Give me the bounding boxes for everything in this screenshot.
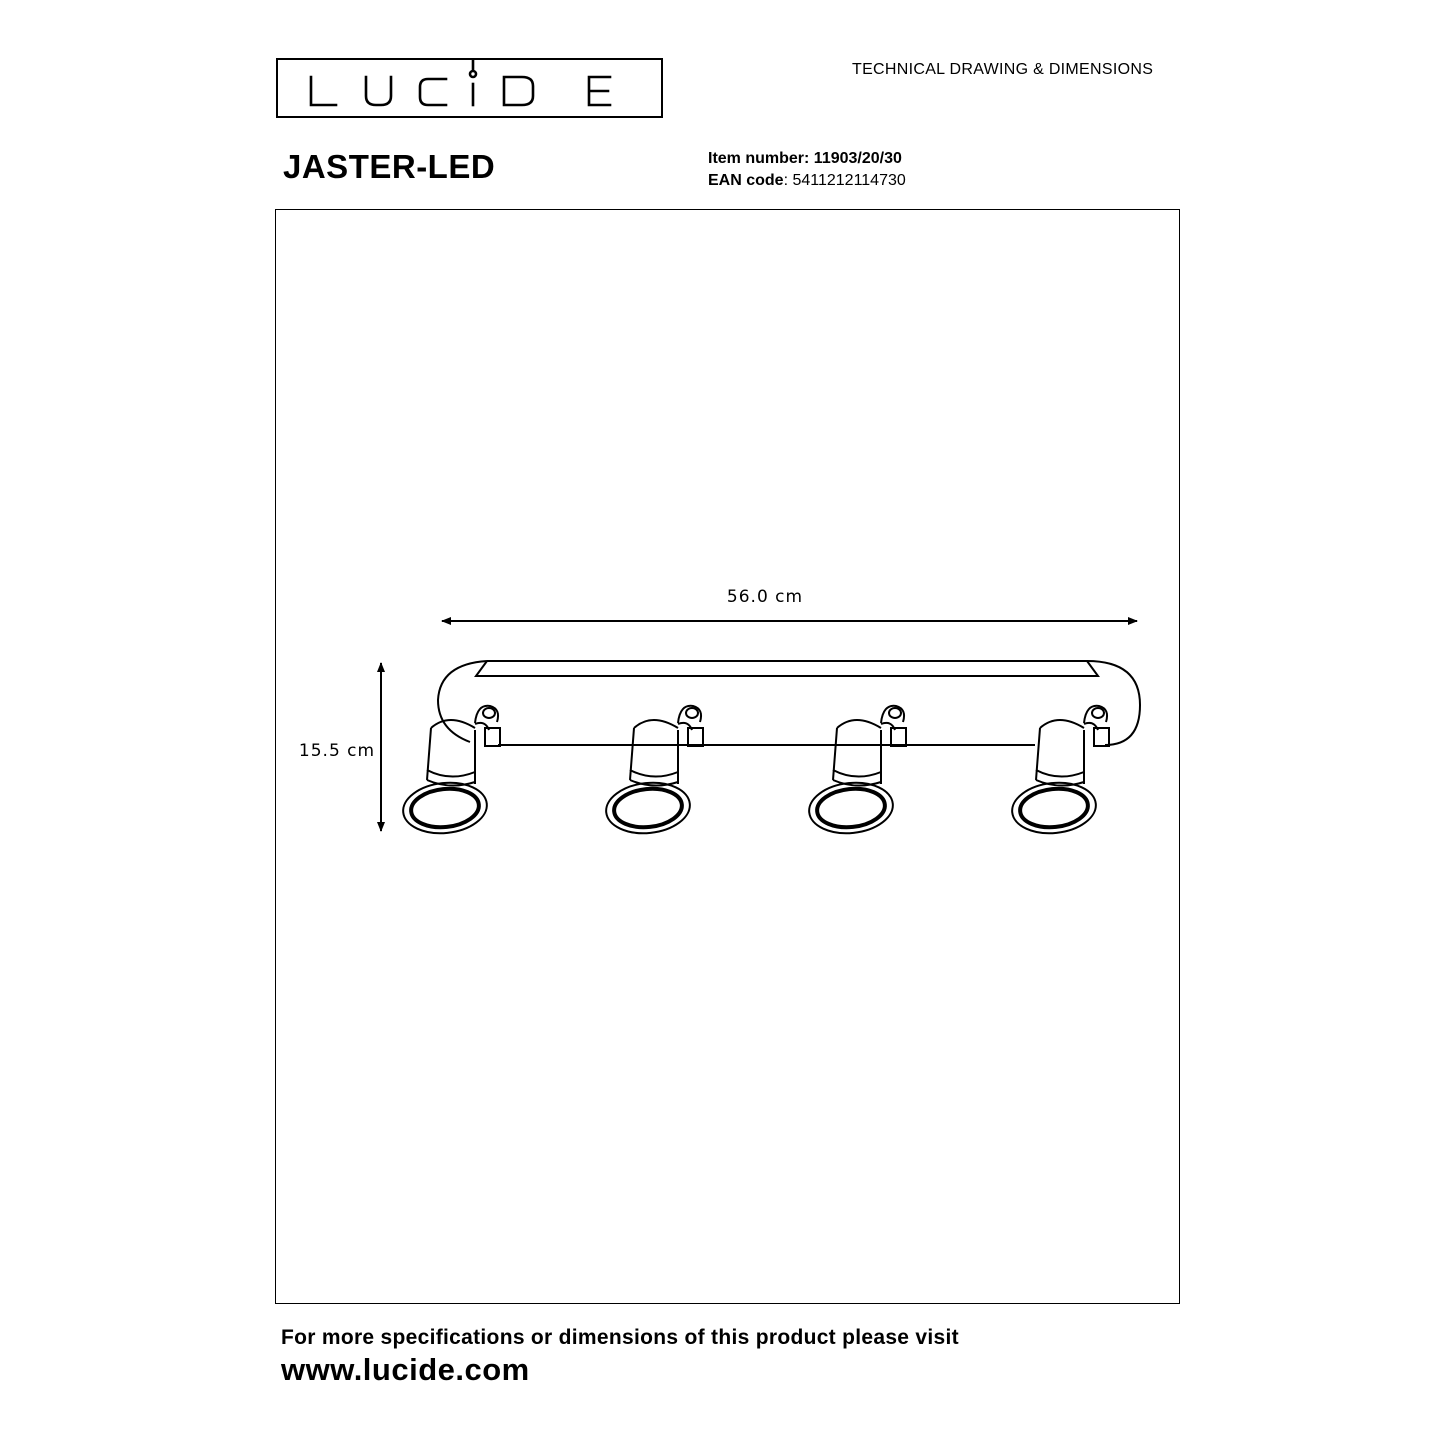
width-dimension-label: 56.0 cm	[726, 587, 804, 607]
spotlight	[604, 706, 703, 837]
item-number-row: Item number: 11903/20/30	[708, 150, 902, 167]
spotlight	[1010, 706, 1109, 837]
spotlight	[401, 706, 500, 837]
spotlight	[807, 706, 906, 837]
document-type-title: TECHNICAL DRAWING & DIMENSIONS	[852, 61, 1154, 78]
product-name: JASTER-LED	[283, 148, 496, 185]
footer-website-link[interactable]: www.lucide.com	[281, 1352, 530, 1387]
item-number-value: 11903/20/30	[813, 150, 902, 167]
spotlights-group	[401, 706, 1109, 837]
height-dimension-label: 15.5 cm	[298, 741, 376, 761]
ean-row: EAN code: 5411212114730	[708, 172, 906, 189]
ceiling-base-plate	[438, 661, 1140, 745]
item-number-label: Item number	[708, 150, 805, 167]
ean-label: EAN code	[708, 172, 784, 189]
ean-value: 5411212114730	[792, 172, 906, 189]
footer-note: For more specifications or dimensions of this product please visit	[281, 1326, 959, 1349]
